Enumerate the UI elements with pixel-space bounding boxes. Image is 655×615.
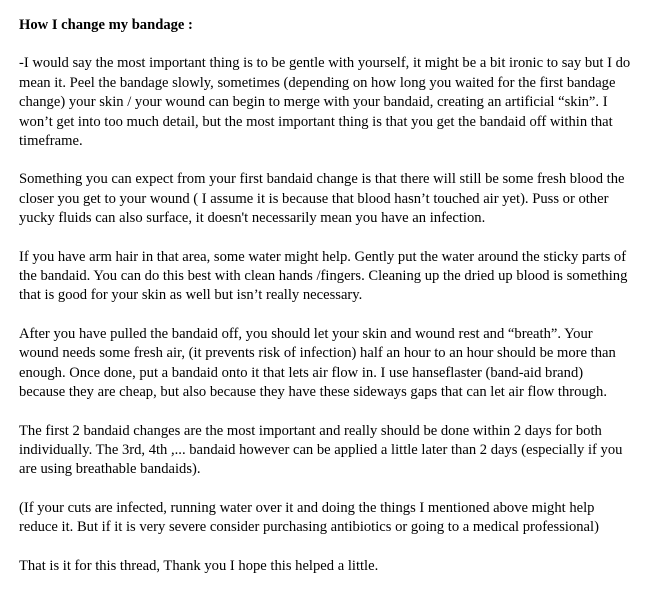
paragraph-arm-hair-water: If you have arm hair in that area, some water might help. Gently put the water around the sticky parts of the bandaid. You can do this best with clean hands /fingers. Cleaning up the dried up blood is something that is good for your skin as well but isn’t really necessary. [19,248,628,304]
paragraph-gentle-removal: -I would say the most important thing is to be gentle with yourself, it might be a bit ironic to say but I do mean it. Peel the bandage slowly, sometimes (depending on how long you waited for the first bandage change) your skin / your wound can begin to merge with your bandaid, creating an artificial “skin”. I won’t get into too much detail, but the most important thing is that you get the bandaid off within that timeframe. [19,55,631,150]
paragraph-first-change-expectations: Something you can expect from your first bandaid change is that there will still be some fresh blood the closer you get to your wound ( I assume it is because that blood hasn’t touched air yet). Puss or other yucky fluids can also surface, it doesn't necessarily mean you have an infection. [19,171,625,227]
document-body [19,16,631,576]
paragraph-closing: That is it for this thread, Thank you I hope this helped a little. [19,557,379,574]
paragraph-infection-advice: (If your cuts are infected, running water over it and doing the things I mentioned above might help reduce it. But if it is very severe consider purchasing antibiotics or going to a medical professional) [19,499,599,536]
paragraph-let-wound-breathe: After you have pulled the bandaid off, you should let your skin and wound rest and “breath”. Your wound needs some fresh air, (it prevents risk of infection) half an hour to an hour should be more than enough. Once done, put a bandaid onto it that lets air flow in. I use hanseflaster (band-aid brand) because they are cheap, but also because they have these sideways gaps that can let air flow through. [19,325,616,401]
paragraph-change-timing: The first 2 bandaid changes are the most important and really should be done within 2 days for both individually. The 3rd, 4th ,... bandaid however can be applied a little later than 2 days (especially if you are using breathable bandaids). [19,422,623,478]
document-title: How I change my bandage : [19,17,193,33]
